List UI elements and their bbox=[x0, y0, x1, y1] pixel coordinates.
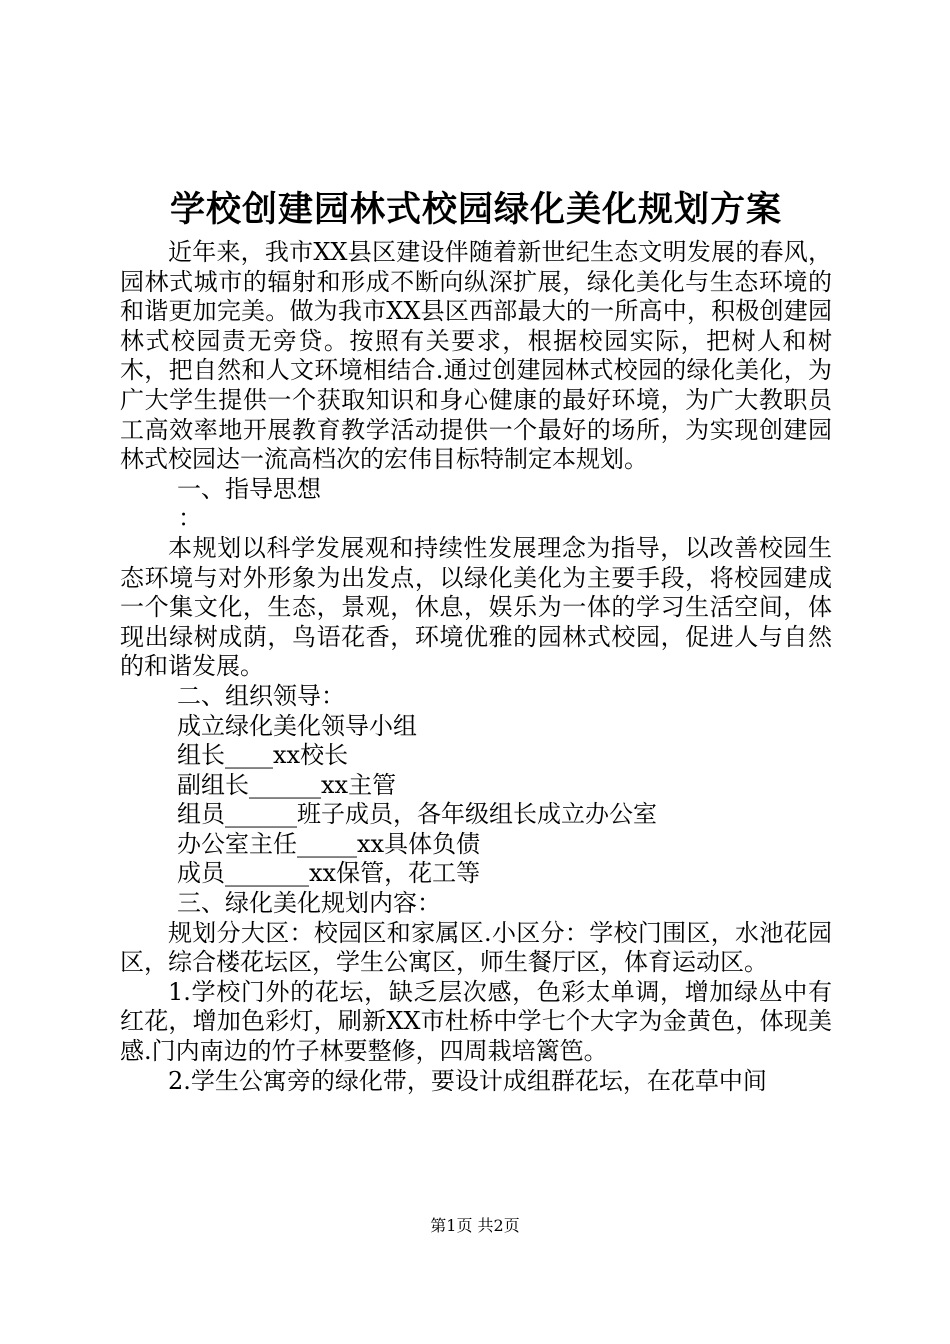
section3-item-2: 2.学生公寓旁的绿化带，要设计成组群花坛，在花草中间 bbox=[168, 1066, 767, 1095]
section3-item-1: 1.学校门外的花坛，缺乏层次感，色彩太单调，增加绿丛中有红花，增加色彩灯，刷新XX市杜桥中学七个大字为金黄色，体现美感.门内南边的竹子林要整修，四周栽培篱笆。 bbox=[120, 977, 832, 1066]
intro-paragraph: 近年来，我市XX县区建设伴随着新世纪生态文明发展的春风，园林式城市的辐射和形成不断向纵深扩展，绿化美化与生态环境的和谐更加完美。做为我市XX县区西部最大的一所高中，积极创建园林式校园责无旁贷。按照有关要求，根据校园实际，把树人和树木，把自然和人文环境相结合.通过创建园林式校园的绿化美化，为广大学生提供一个获取知识和身心健康的最好环境，为广大教职员工高效率地开展教育教学活动提供一个最好的场所，为实现创建园林式校园达一流高档次的宏伟目标特制定本规划。 bbox=[120, 238, 832, 474]
org-line: 组员______班子成员，各年级组长成立办公室 bbox=[177, 800, 657, 829]
org-line: 成员_______xx保管，花工等 bbox=[177, 859, 481, 888]
section2-heading: 二、组织领导： bbox=[177, 681, 345, 710]
section1-body: 本规划以科学发展观和持续性发展理念为指导，以改善校园生态环境与对外形象为出发点，以绿化美化为主要手段，将校园建成一个集文化，生态，景观，休息，娱乐为一体的学习生活空间，体现出绿树成荫，鸟语花香，环境优雅的园林式校园，促进人与自然的和谐发展。 bbox=[120, 533, 832, 681]
org-line: 办公室主任_____xx具体负债 bbox=[177, 829, 481, 858]
section3-heading: 三、绿化美化规划内容： bbox=[177, 889, 441, 918]
org-line: 副组长______xx主管 bbox=[177, 770, 397, 799]
org-line: 成立绿化美化领导小组 bbox=[177, 711, 417, 740]
document-page bbox=[120, 188, 832, 1096]
section3-body: 规划分大区：校园区和家属区.小区分：学校门围区，水池花园区，综合楼花坛区，学生公寓区，师生餐厅区，体育运动区。 bbox=[120, 918, 832, 977]
section1-colon: ： bbox=[178, 504, 202, 533]
org-line: 组长____xx校长 bbox=[177, 741, 349, 770]
document-title: 学校创建园林式校园绿化美化规划方案 bbox=[169, 189, 782, 230]
page-footer: 第1页 共2页 bbox=[430, 1216, 520, 1235]
section1-heading: 一、指导思想 bbox=[177, 474, 321, 503]
